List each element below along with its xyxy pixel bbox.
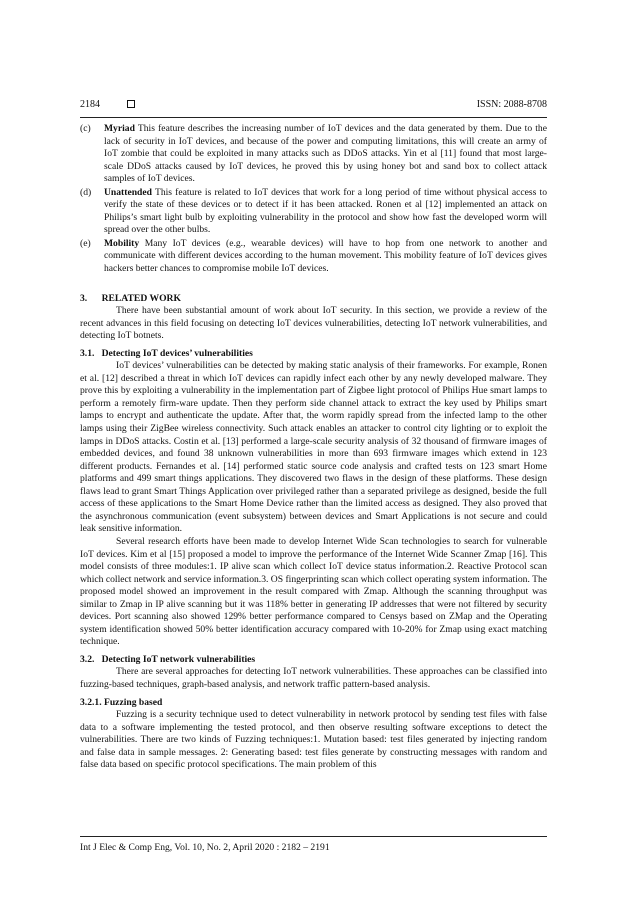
article-body: [80, 123, 547, 772]
list-item-description: This feature describes the increasing number of IoT devices and the data generated by them. Due to the lack of security in IoT devices, and because of the power and computing limitations, this will create an army of IoT zombie that could be exploited in many attacks such as DDoS attacks. Yin et al [11] found that most large-scale DDoS attacks caused by IoT devices, he proved this by using honey bot and sand box to collect attack samples of IoT devices.: [104, 123, 547, 185]
paragraph: Several research efforts have been made to develop Internet Wide Scan technologies to search for vulnerable IoT devices. Kim et al [15] proposed a model to improve the performance of the Internet Wide Scanner Zmap [16]. This model consists of three modules:1. IP alive scan which collect IoT device status information.2. Reactive Protocol scan which collect network and service information.3. OS fingerprinting scan which collect operating system information. The proposed model showed an improvement in the result compared with Zmap. Although the scanning throughput was similar to Zmap in IP alive scanning but it was 118% better in generating IP addresses that were not filtered by security devices. Port scanning also showed 129% better performance compared to Censys based on ZMap and the Operating system identification showed 50% better identification accuracy compared with 10-20% for Zmap using exact matching technique.: [80, 535, 547, 648]
page-number: 2184: [80, 99, 100, 110]
list-item-label: (d): [80, 186, 92, 198]
issn-label: ISSN: 2088-8708: [476, 99, 547, 110]
list-item: [80, 187, 547, 237]
list-item: [80, 238, 547, 276]
list-item-text: [104, 187, 547, 237]
paragraph: Fuzzing is a security technique used to detect vulnerability in network protocol by sending test files with false data to a software implementing the tested protocol, and then observe resulting software exceptions to detect the vulnerabilities. There are two kinds of Fuzzing techniques:1. Mutation based: test files generated by injecting random and false data in sample messages. 2: Generating based: test files generate by constructing messages with random and false data based on specific protocol specifications. The main problem of this: [80, 709, 547, 771]
list-item-term: Myriad: [104, 123, 135, 134]
running-header: [80, 98, 547, 112]
subsection-heading: 3.1. Detecting IoT devices’ vulnerabilities: [80, 347, 253, 359]
paragraph: There have been substantial amount of work about IoT security. In this section, we provide a review of the recent advances in this field focusing on detecting IoT devices vulnerabilities, detecting IoT network vulnerabilities, and detecting IoT botnets.: [80, 305, 547, 342]
list-item-description: Many IoT devices (e.g., wearable devices) will have to hop from one network to another and communicate with different devices according to the human movement. This mobility feature of IoT devices gives hackers better chances to compromise mobile IoT devices.: [104, 237, 547, 275]
paragraph: IoT devices’ vulnerabilities can be detected by making static analysis of their frameworks. For example, Ronen et al. [12] described a threat in which IoT devices can rapidly infect each other by any newly developed malware. They prove this by exploiting a vulnerability in the implementation part of Zigbee light protocol of Philips Hue smart lamps to perform a remotely firm-ware update. Then they perform side channel attack to extract the key used by Philips smart lamps to encrypt and authenticate the update. After that, the worm rapidly spread from the infected lamp to the other lamps using their ZigBee wireless connectivity. Such attack enables an attacker to control city lighting or to exploit the lamps in DDoS attacks. Costin et al. [13] performed a large-scale security analysis of 32 thousand of firmware images of embedded devices, and found 38 unknown vulnerabilities in more than 693 firmware images which extend in 123 different products. Fernandes et al. [14] performed static source code analysis and crafted tests on 123 smart Home platforms and 499 smart things applications. They discovered two flaws in the design of these platforms. These design flaws lead to grant Smart Things Application over privileged rather than a separated privilege as designed, beside the full access of these applications to the Smart Home Device rather than the limited access as designed. They also proved that the asynchronous communication (event subsystem) between devices and Smart Applications is not secure and could leak sensitive information.: [80, 360, 547, 535]
list-item-label: (e): [80, 237, 91, 249]
paragraph: There are several approaches for detecting IoT network vulnerabilities. These approaches can be classified into fuzzing-based techniques, graph-based analysis, and network traffic pattern-based analysis.: [80, 666, 547, 690]
running-footer: Int J Elec & Comp Eng, Vol. 10, No. 2, April 2020 : 2182 – 2191: [80, 842, 330, 853]
list-item-description: This feature is related to IoT devices that work for a long period of time without physical access to verify the state of these devices or to detect if it has been attacked. Ronen et al [12] implemented an attack on Philips’s smart light bulb by exploiting vulnerability in the protocol and show how fast the developed worm will spread over the other bulbs.: [104, 186, 547, 236]
square-icon: [127, 100, 135, 108]
list-item-term: Unattended: [104, 186, 152, 198]
subsection-heading: 3.2. Detecting IoT network vulnerabilities: [80, 653, 256, 665]
list-item: [80, 123, 547, 186]
subsubsection-heading: 3.2.1. Fuzzing based: [80, 696, 163, 708]
list-item-text: [104, 123, 547, 186]
list-item-term: Mobility: [104, 237, 140, 249]
section-heading: 3. RELATED WORK: [80, 292, 181, 304]
list-item-label: (c): [80, 123, 91, 134]
header-rule: [80, 117, 547, 118]
footer-rule: [80, 836, 547, 837]
list-item-text: [104, 238, 547, 276]
